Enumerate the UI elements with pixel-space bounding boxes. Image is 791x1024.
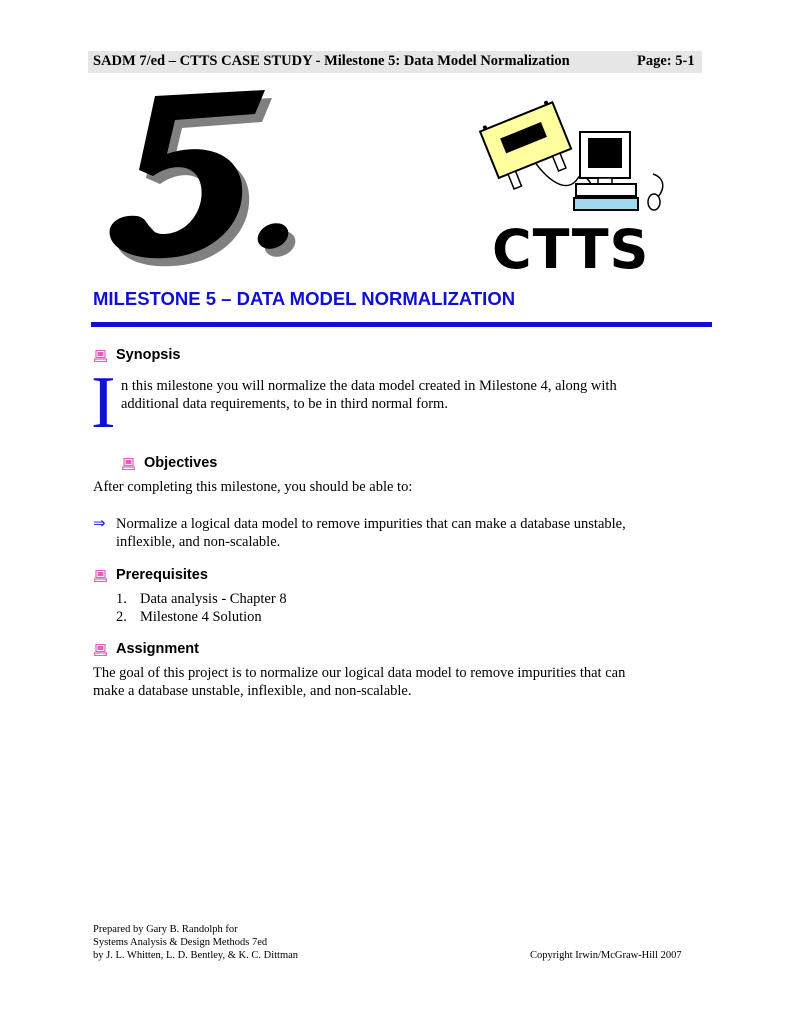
computer-icon bbox=[94, 644, 107, 656]
computer-icon bbox=[94, 350, 107, 362]
page-number: Page: 5-1 bbox=[637, 53, 695, 69]
footer-credits bbox=[93, 923, 298, 962]
footer-line-1: Prepared by Gary B. Randolph for bbox=[93, 924, 238, 935]
synopsis-paragraph bbox=[121, 377, 617, 413]
synopsis-heading: Synopsis bbox=[116, 347, 181, 363]
ctts-logo bbox=[478, 94, 678, 276]
prerequisites-list bbox=[116, 590, 287, 626]
page-title: MILESTONE 5 – DATA MODEL NORMALIZATION bbox=[93, 288, 516, 309]
ctts-text: CTTS bbox=[492, 218, 650, 276]
title-rule bbox=[91, 322, 712, 327]
objective-line-2: inflexible, and non-scalable. bbox=[116, 534, 281, 550]
computer-icon bbox=[94, 570, 107, 582]
objective-line-1: Normalize a logical data model to remove impurities that can make a database unstable, bbox=[116, 516, 626, 532]
arrow-bullet-icon: ⇒ bbox=[93, 516, 106, 532]
list-item: 1. Data analysis - Chapter 8 bbox=[116, 591, 287, 607]
prerequisites-heading: Prerequisites bbox=[116, 567, 208, 583]
synopsis-line-2: additional data requirements, to be in third normal form. bbox=[121, 396, 448, 412]
footer-line-3: by J. L. Whitten, L. D. Bentley, & K. C. Dittman bbox=[93, 950, 299, 961]
footer-copyright: Copyright Irwin/McGraw-Hill 2007 bbox=[530, 950, 682, 961]
assignment-line-2: make a database unstable, inflexible, and non-scalable. bbox=[93, 683, 412, 699]
assignment-paragraph bbox=[93, 664, 625, 700]
objectives-heading: Objectives bbox=[144, 455, 218, 471]
drop-cap: I bbox=[91, 362, 116, 444]
ctts-computer-graphic bbox=[478, 94, 678, 276]
objective-item bbox=[116, 515, 626, 551]
footer-line-2: Systems Analysis & Design Methods 7ed bbox=[93, 937, 268, 948]
assignment-heading: Assignment bbox=[116, 641, 199, 657]
objectives-intro: After completing this milestone, you should be able to: bbox=[93, 479, 413, 495]
header-title: SADM 7/ed – CTTS CASE STUDY - Milestone 5: Data Model Normalization bbox=[93, 53, 570, 69]
list-item: 2. Milestone 4 Solution bbox=[116, 609, 262, 625]
milestone-5-logo bbox=[105, 88, 305, 273]
assignment-line-1: The goal of this project is to normalize our logical data model to remove impurities that can bbox=[93, 665, 626, 681]
computer-icon bbox=[122, 458, 135, 470]
synopsis-line-1: n this milestone you will normalize the data model created in Milestone 4, along with bbox=[121, 378, 617, 394]
